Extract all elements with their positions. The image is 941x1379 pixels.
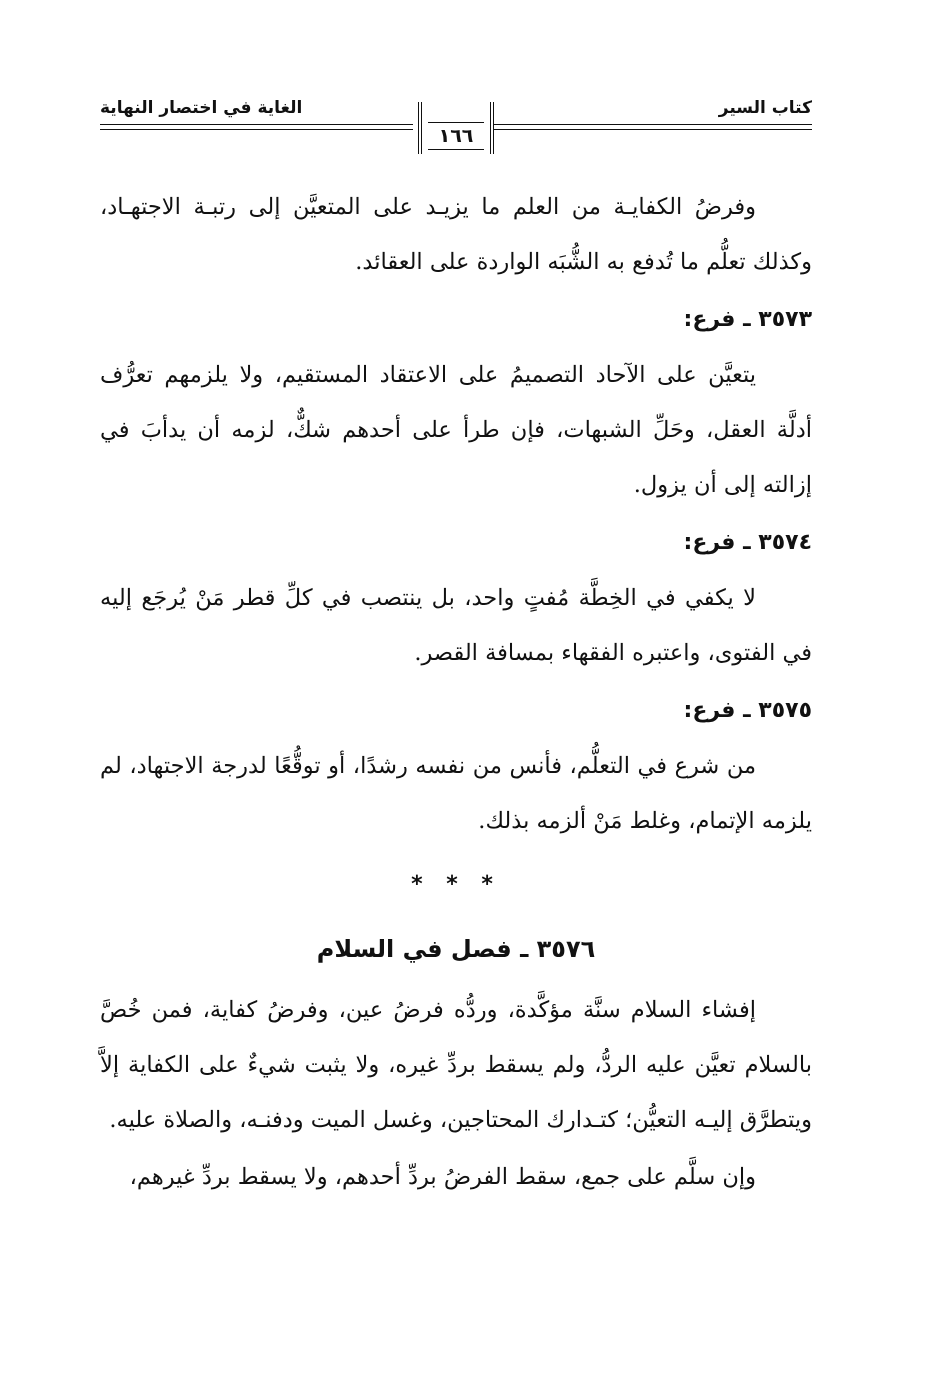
paragraph: لا يكفي في الخِطَّة مُفتٍ واحد، بل ينتصب في كلِّ قطر مَنْ يُرجَع إليه في الفتوى، واعتبره الفقهاء بمسافة القصر.: [100, 585, 812, 666]
paragraph: إفشاء السلام سنَّة مؤكَّدة، وردُّه فرضُ عين، وفرضُ كفاية، فمن خُصَّ بالسلام تعيَّن عليه الردُّ، ولم يسقط بردِّ غيره، ولا يثبت شيءٌ على الكفاية إلاَّ ويتطرَّق إليـه التعيُّن؛ كتـدارك المحتاجين، وغسل الميت ودفنـه، والصلاة عليه.: [100, 997, 812, 1133]
branch-heading-3574: ٣٥٧٤ ـ فرع:: [683, 530, 812, 555]
page-body: [100, 180, 812, 1207]
header-rule: [100, 124, 413, 125]
header-rule: [100, 129, 413, 130]
branch-heading-3573: ٣٥٧٣ ـ فرع:: [683, 307, 812, 332]
section-separator: * * *: [411, 872, 501, 897]
frame-bar: [418, 102, 422, 154]
paragraph: وإن سلَّم على جمع، سقط الفرضُ بردِّ أحدهم، ولا يسقط بردِّ غيرهم،: [129, 1164, 756, 1190]
paragraph: يتعيَّن على الآحاد التصميمُ على الاعتقاد المستقيم، ولا يلزمهم تعرُّف أدلَّة العقل، وحَلِّ الشبهات، فإن طرأ على أحدهم شكٌّ، لزمه أن يدأبَ في إزالته إلى أن يزول.: [100, 362, 812, 498]
header-rule: [494, 129, 812, 130]
header-rule: [494, 124, 812, 125]
page-number: ١٦٦: [428, 122, 484, 150]
paragraph: وفرضُ الكفايـة من العلم ما يزيـد على المتعيَّن إلى رتبـة الاجتهـاد، وكذلك تعلُّم ما تُدفع به الشُّبَه الواردة على العقائد.: [100, 194, 812, 275]
running-head-work-title: الغاية في اختصار النهاية: [100, 98, 303, 118]
branch-heading-3575: ٣٥٧٥ ـ فرع:: [683, 698, 812, 723]
section-title: ٣٥٧٦ ـ فصل في السلام: [316, 935, 596, 963]
page-number-frame: [418, 102, 494, 154]
frame-bar: [490, 102, 494, 154]
page-header: [100, 96, 812, 166]
paragraph: من شرع في التعلُّم، فأنس من نفسه رشدًا، أو توقُّعًا لدرجة الاجتهاد، لم يلزمه الإتمام، وغلط مَنْ ألزمه بذلك.: [100, 753, 812, 834]
running-head-book-title: كتاب السير: [718, 98, 812, 118]
